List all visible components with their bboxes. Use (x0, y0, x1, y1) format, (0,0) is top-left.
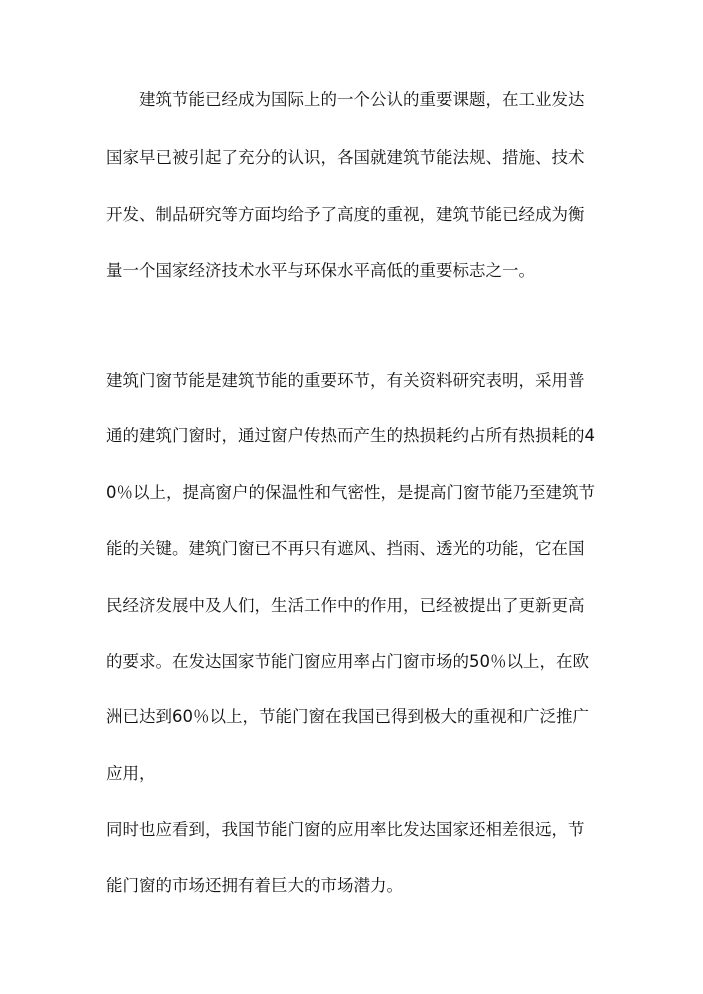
paragraph-1-line-3: 开发、制品研究等方面均给予了高度的重视，建筑节能已经成为衡 (106, 205, 585, 224)
paragraph-2-line-4: 能的关键。建筑门窗已不再只有遮风、挡雨、透光的功能，它在国 (106, 539, 585, 558)
paragraph-2-line-5: 民经济发展中及人们，生活工作中的作用，已经被提出了更新更高 (106, 596, 585, 615)
paragraph-3-line-1: 同时也应看到，我国节能门窗的应用率比发达国家还相差很远，节 (106, 820, 585, 839)
paragraph-2-line-7: 洲已达到60％以上，节能门窗在我国已得到极大的重视和广泛推广 (106, 707, 589, 726)
paragraph-2-line-2: 通的建筑门窗时，通过窗户传热而产生的热损耗约占所有热损耗的4 (106, 426, 595, 445)
paragraph-2-line-1: 建筑门窗节能是建筑节能的重要环节，有关资料研究表明，采用普 (106, 371, 585, 390)
paragraph-1-line-4: 量一个国家经济技术水平与环保水平高低的重要标志之一。 (106, 261, 535, 280)
paragraph-3-line-2: 能门窗的市场还拥有着巨大的市场潜力。 (106, 876, 403, 895)
paragraph-2-line-6: 的要求。在发达国家节能门窗应用率占门窗市场的50％以上，在欧 (106, 652, 589, 671)
paragraph-1-line-2: 国家早已被引起了充分的认识，各国就建筑节能法规、措施、技术 (106, 148, 585, 167)
paragraph-1-line-1: 建筑节能已经成为国际上的一个公认的重要课题，在工业发达 (139, 90, 585, 109)
paragraph-2-line-3: 0％以上，提高窗户的保温性和气密性，是提高门窗节能乃至建筑节 (106, 483, 595, 502)
paragraph-2-line-8: 应用， (106, 764, 156, 783)
